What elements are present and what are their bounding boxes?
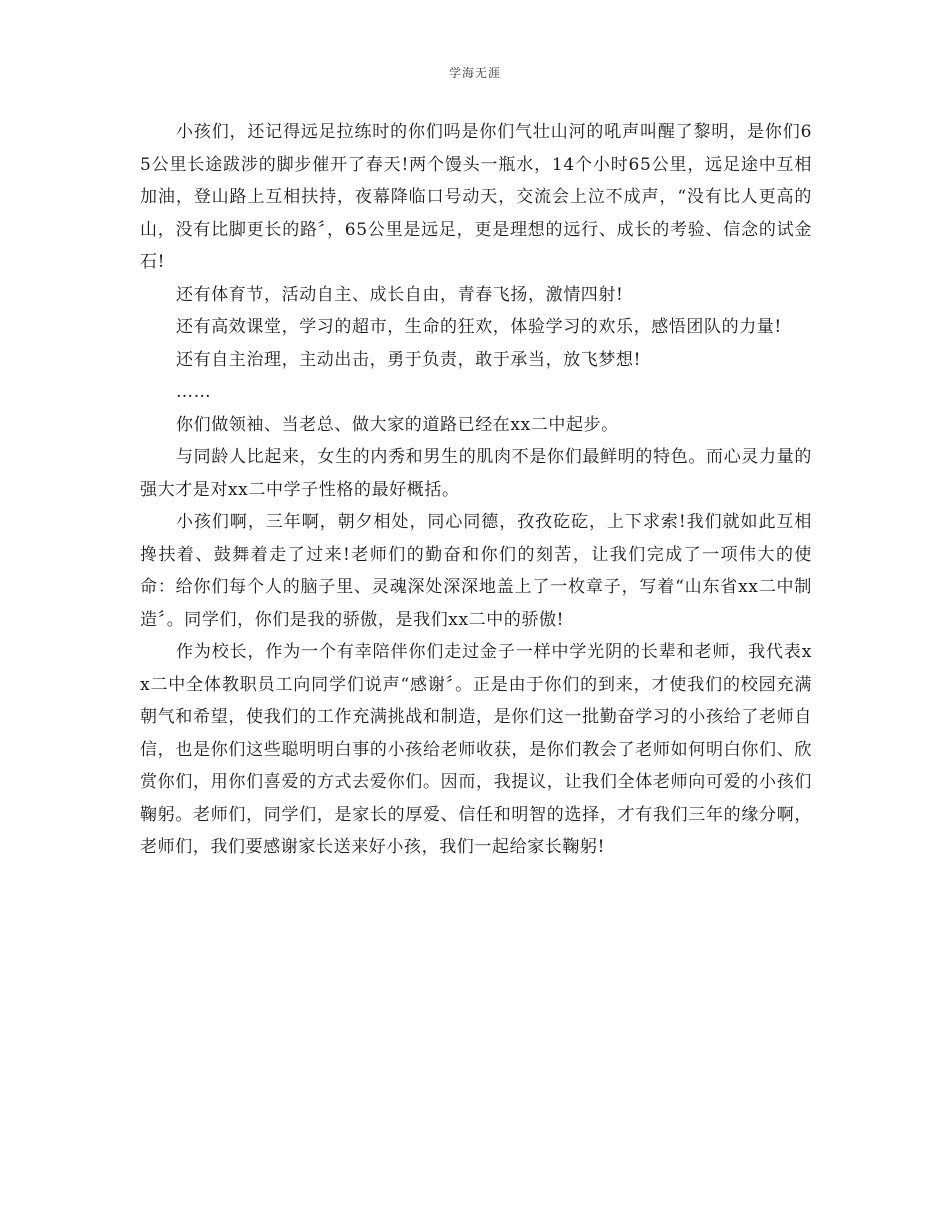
document-body [140,116,812,864]
paragraph-self-governance: 还有自主治理，主动出击，勇于负责，敢于承当，放飞梦想! [176,349,642,370]
paragraph-leadership: 你们做领袖、当老总、做大家的道路已经在xx二中起步。 [176,414,619,435]
paragraph-character: 与同龄人比起来，女生的内秀和男生的肌肉不是你们最鲜明的特色。而心灵力量的强大才是对xx二中学子性格的最好概括。 [140,447,812,500]
page-header: 学海无涯 [448,66,501,80]
paragraph-principal-thanks: 作为校长，作为一个有幸陪伴你们走过金子一样中学光阴的长辈和老师，我代表xx二中全体教职员工向同学们说声“感谢〞。正是由于你们的到来，才使我们的校园充满朝气和希望，使我们的工作充满挑战和制造，是你们这一批勤奋学习的小孩给了老师自信，也是你们这些聪明明白事的小孩给老师收获，是你们教会了老师如何明白你们、欣赏你们，用你们喜爱的方式去爱你们。因而，我提议，让我们全体老师向可爱的小孩们鞠躬。老师们，同学们，是家长的厚爱、信任和明智的选择，才有我们三年的缘分啊，老师们，我们要感谢家长送来好小孩，我们一起给家长鞠躬! [140,642,812,857]
paragraph-efficient-classroom: 还有高效课堂，学习的超市，生命的狂欢，体验学习的欢乐，感悟团队的力量! [176,317,782,337]
paragraph-sports-festival: 还有体育节，活动自主、成长自由，青春飞扬，激情四射! [176,284,624,305]
paragraph-ellipsis: …… [176,382,212,402]
paragraph-three-years: 小孩们啊，三年啊，朝夕相处，同心同德，孜孜矻矻，上下求索!我们就如此互相搀扶着、鼓舞着走了过来!老师们的勤奋和你们的刻苦，让我们完成了一项伟大的使命：给你们每个人的脑子里、灵魂深处深深地盖上了一枚章子，写着“山东省xx二中制造〞。同学们，你们是我的骄傲，是我们xx二中的骄傲! [140,512,812,630]
paragraph-memory-hike: 小孩们，还记得远足拉练时的你们吗是你们气壮山河的吼声叫醒了黎明，是你们65公里长途跋涉的脚步催开了春天!两个馒头一瓶水，14个小时65公里，远足途中互相加油，登山路上互相扶持，夜幕降临口号动天，交流会上泣不成声，“没有比人更高的山，没有比脚更长的路〞，65公里是远足，更是理想的远行、成长的考验、信念的试金石! [140,122,812,272]
